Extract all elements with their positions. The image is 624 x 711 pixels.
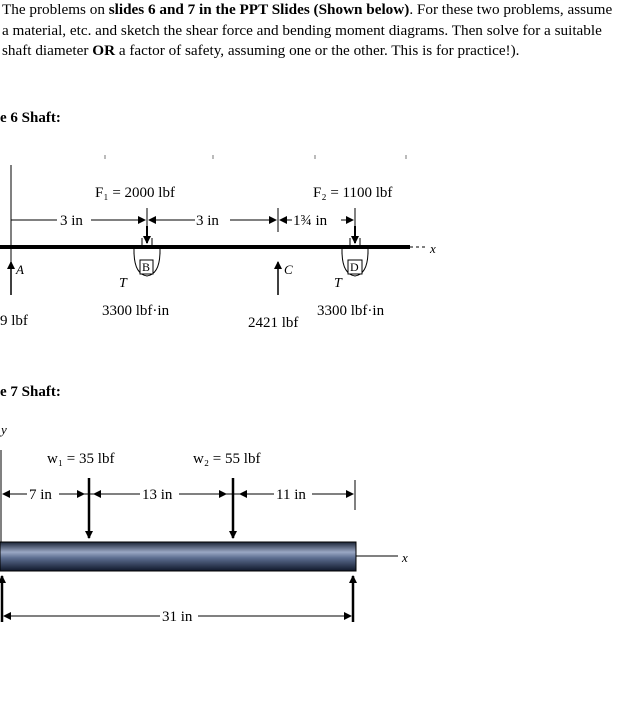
force-f1-label: F₁ = 2000 lbf bbox=[95, 185, 175, 201]
load-w2-label: w₂ = 55 lbf bbox=[193, 451, 261, 467]
slide-7-heading: e 7 Shaft: bbox=[0, 384, 61, 400]
x-axis-label: x bbox=[430, 241, 436, 256]
point-c-label: C bbox=[284, 262, 293, 277]
dim-7in: 7 in bbox=[29, 487, 52, 503]
y-axis-label: y bbox=[1, 422, 7, 437]
dim-1-3-4in: 1¾ in bbox=[293, 213, 328, 229]
dim-3in-first: 3 in bbox=[60, 213, 83, 229]
point-a-label: A bbox=[16, 262, 24, 277]
reaction-c-value: 2421 lbf bbox=[248, 315, 299, 331]
problem-statement: The problems on slides 6 and 7 in the PPT Slides (Shown below). For these two problems, assume a material, etc. and sketch the shear force and bending moment diagrams. Then solve for a suitable shaft diameter OR a factor of safety, assuming one or the other. This is for practice!). bbox=[2, 1, 613, 59]
point-d-label: D bbox=[350, 260, 359, 274]
reaction-a-value: 9 lbf bbox=[0, 313, 28, 329]
dim-31in: 31 in bbox=[162, 609, 193, 625]
force-f2-label: F₂ = 1100 lbf bbox=[313, 185, 393, 201]
torque-b-label: T bbox=[119, 276, 127, 291]
x-axis-label-7: x bbox=[402, 550, 408, 565]
slide-7-shaft-diagram bbox=[0, 410, 624, 630]
torque-b-value: 3300 lbf·in bbox=[102, 303, 170, 319]
dim-3in-second: 3 in bbox=[196, 213, 219, 229]
point-b-label: B bbox=[142, 260, 151, 274]
torque-d-value: 3300 lbf·in bbox=[317, 303, 385, 319]
torque-d-label: T bbox=[334, 276, 342, 291]
load-w1-label: w₁ = 35 lbf bbox=[47, 451, 115, 467]
dim-11in: 11 in bbox=[276, 487, 306, 503]
dim-13in: 13 in bbox=[142, 487, 173, 503]
slide-6-heading: e 6 Shaft: bbox=[0, 110, 61, 126]
slide-6-shaft-diagram bbox=[0, 150, 624, 350]
shaft-body bbox=[0, 542, 356, 571]
